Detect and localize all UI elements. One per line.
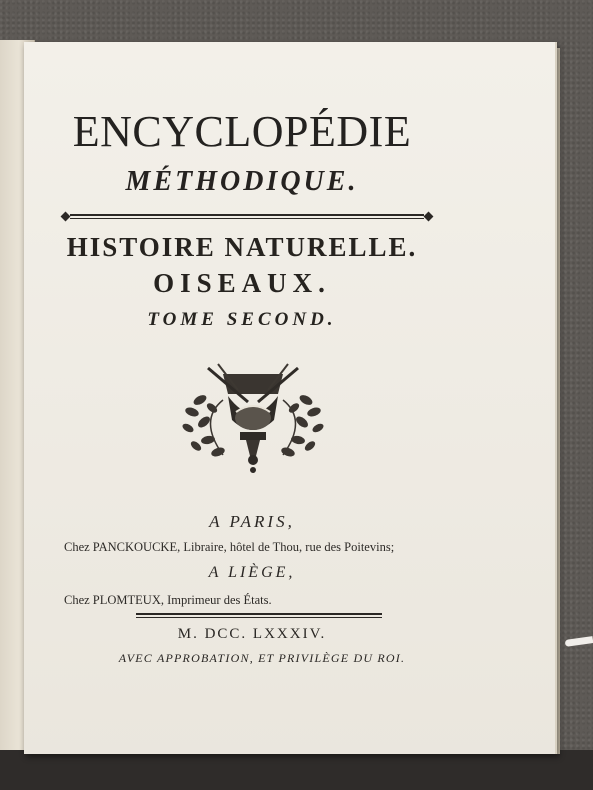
imprint-place-liege: A LIÈGE, — [208, 564, 296, 581]
ornamental-rule-bottom — [136, 613, 382, 619]
rule-line-thick — [70, 214, 424, 216]
rule-line-thin — [70, 218, 424, 219]
rule-line-thick — [136, 613, 382, 615]
section-heading: HISTOIRE NATURELLE. — [66, 232, 418, 262]
volume-label: TOME SECOND. — [147, 309, 337, 330]
bottom-shadow — [0, 750, 593, 790]
rule-line-thin — [136, 617, 382, 618]
imprint-date: M. DCC. LXXXIV. — [177, 626, 327, 642]
book-title: ENCYCLOPÉDIE — [72, 107, 412, 156]
imprint-privilege: AVEC APPROBATION, ET PRIVILÈGE DU ROI. — [118, 651, 406, 665]
rule-diamond-left — [61, 212, 71, 222]
imprint-place-paris: A PARIS, — [209, 512, 295, 531]
rule-diamond-right — [424, 212, 434, 222]
imprint-publisher-paris: Chez PANCKOUCKE, Libraire, hôtel de Thou, rue des Poitevins; — [64, 540, 395, 554]
book-subtitle: MÉTHODIQUE. — [125, 166, 359, 197]
ornamental-rule-top — [62, 211, 432, 223]
imprint-publisher-liege: Chez PLOMTEUX, Imprimeur des États. — [64, 593, 272, 607]
printer-ornament-vignette-icon — [178, 360, 328, 480]
subsection-heading: OISEAUX. — [153, 268, 331, 298]
